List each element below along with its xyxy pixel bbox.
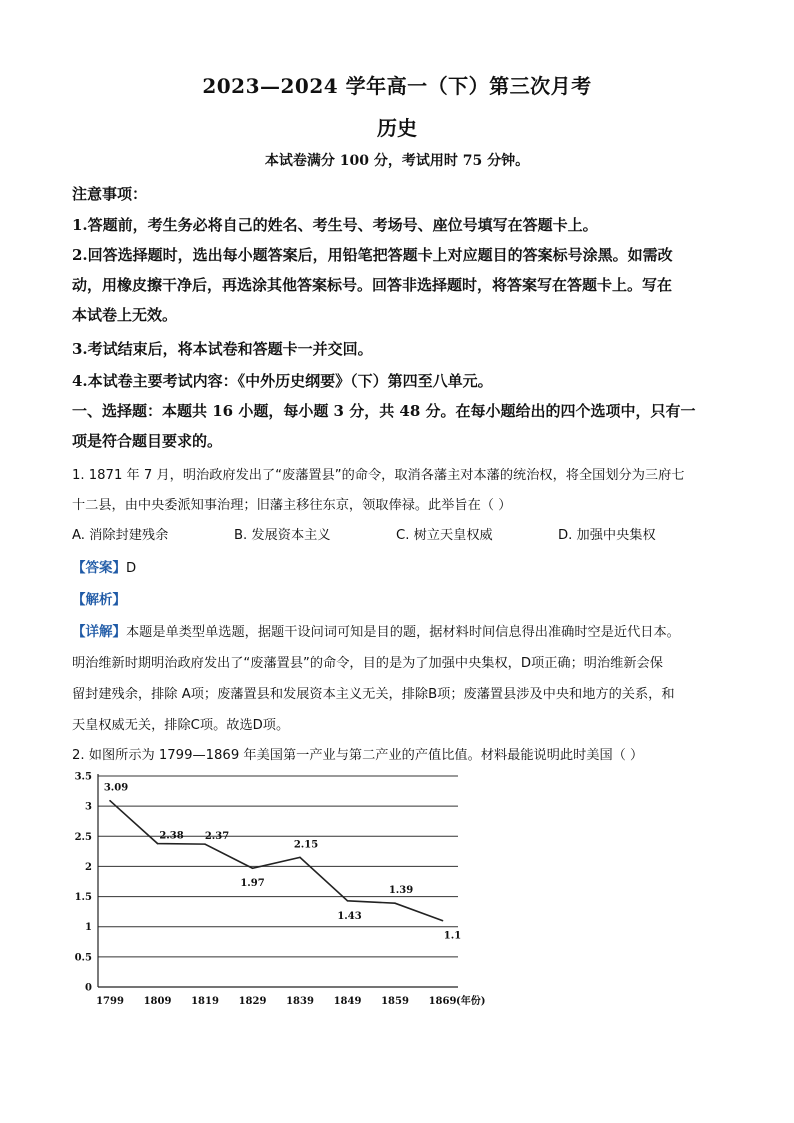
data-label: 1.1: [443, 930, 462, 942]
q1-detail-line-1: [72, 620, 724, 640]
note-4: 4.本试卷主要考试内容：《中外历史纲要》（下）第四至八单元。: [72, 372, 493, 390]
data-label: 2.37: [204, 831, 230, 843]
q1-answer: [72, 556, 724, 576]
chart-series: [109, 800, 443, 922]
note-1: 1.答题前，考生务必将自己的姓名、考生号、考场号、座位号填写在答题卡上。: [72, 216, 598, 234]
data-label: 1.43: [337, 910, 362, 922]
q1-option-b: B. 发展资本主义: [234, 528, 331, 543]
ratio-line-chart: [70, 764, 510, 1014]
y-tick-label: 2: [85, 861, 92, 873]
series-line: [110, 801, 443, 921]
q1-option-a: A. 消除封建残余: [72, 528, 169, 543]
note-2-line-1: 2.回答选择题时，选出每小题答案后，用铅笔把答题卡上对应题目的答案标号涂黑。如需改: [72, 246, 673, 264]
q1-detail-line-2: 明治维新时期明治政府发出了“废藩置县”的命令，目的是为了加强中央集权，D项正确；明治维新会保: [72, 656, 663, 671]
subject-title: 历史: [377, 116, 417, 140]
chart-y-ticks: [75, 772, 92, 994]
data-label: 2.15: [293, 839, 319, 851]
q2-stem: 2. 如图所示为 1799—1869 年美国第一产业与第二产业的产值比值。材料最能说明此时美国（ ）: [72, 748, 644, 763]
x-axis-label: (年份): [456, 996, 486, 1007]
detail-text-1: 本题是单类型单选题，据题干设问词可知是目的题，据材料时间信息得出准确时空是近代日本。: [126, 625, 680, 640]
data-point: [252, 867, 254, 869]
note-3: 3.考试结束后，将本试卷和答题卡一并交回。: [72, 340, 373, 358]
q1-detail-line-3: 留封建残余，排除 A项；废藩置县和发展资本主义无关，排除B项；废藩置县涉及中央和地方的关系，和: [72, 687, 675, 702]
section-heading-line-1: 一、选择题：本题共 16 小题，每小题 3 分，共 48 分。在每小题给出的四个选项中，只有一: [72, 402, 696, 420]
data-point: [157, 843, 159, 845]
answer-tag: 【答案】: [72, 560, 126, 576]
y-tick-label: 1: [85, 922, 92, 934]
x-tick-label: 1819: [191, 996, 219, 1007]
y-tick-label: 2.5: [74, 831, 92, 843]
data-point: [204, 843, 206, 845]
q1-analysis: [72, 588, 724, 608]
data-label: 2.38: [159, 830, 184, 842]
y-tick-label: 1.5: [74, 892, 92, 904]
y-tick-label: 0.5: [74, 952, 92, 964]
data-label: 1.39: [388, 885, 414, 897]
q1-option-d: D. 加强中央集权: [558, 528, 656, 543]
data-point: [394, 902, 396, 904]
y-tick-label: 3: [85, 801, 92, 813]
q1-detail-line-4: 天皇权威无关，排除C项。故选D项。: [72, 718, 290, 733]
detail-tag: 【详解】: [72, 624, 126, 640]
notes-heading: 注意事项：: [72, 185, 148, 203]
y-tick-label: 0: [85, 982, 92, 994]
note-2-line-3: 本试卷上无效。: [72, 306, 178, 324]
q1-stem-line-2: 十二县，由中央委派知事治理；旧藩主移往东京，领取俸禄。此举旨在（ ）: [72, 498, 512, 513]
exam-info: 本试卷满分 100 分，考试用时 75 分钟。: [264, 153, 530, 169]
chart-x-ticks: [96, 996, 456, 1007]
data-label: 1.97: [240, 878, 265, 890]
data-point: [347, 900, 349, 902]
q1-option-c: C. 树立天皇权威: [396, 528, 493, 543]
y-tick-label: 3.5: [74, 771, 92, 783]
x-tick-label: 1809: [143, 996, 172, 1007]
note-2-line-2: 动，用橡皮擦干净后，再选涂其他答案标号。回答非选择题时，将答案写在答题卡上。写在: [72, 276, 673, 294]
section-heading-line-2: 项是符合题目要求的。: [72, 432, 223, 450]
x-tick-label: 1839: [286, 996, 314, 1007]
data-point: [299, 857, 301, 859]
x-tick-label: 1869: [428, 996, 457, 1007]
x-tick-label: 1799: [96, 996, 124, 1007]
q1-stem-line-1: 1. 1871 年 7 月，明治政府发出了“废藩置县”的命令，取消各藩主对本藩的统治权，将全国划分为三府七: [72, 468, 685, 483]
x-tick-label: 1859: [381, 996, 409, 1007]
x-tick-label: 1849: [333, 996, 362, 1007]
data-point: [109, 800, 111, 802]
analysis-tag: 【解析】: [72, 592, 126, 608]
chart-gridlines: [98, 776, 458, 957]
data-point: [442, 920, 444, 922]
data-label: 3.09: [103, 782, 129, 794]
x-tick-label: 1829: [238, 996, 267, 1007]
answer-value: D: [126, 561, 137, 576]
exam-title: 2023—2024 学年高一（下）第三次月考: [202, 74, 592, 98]
